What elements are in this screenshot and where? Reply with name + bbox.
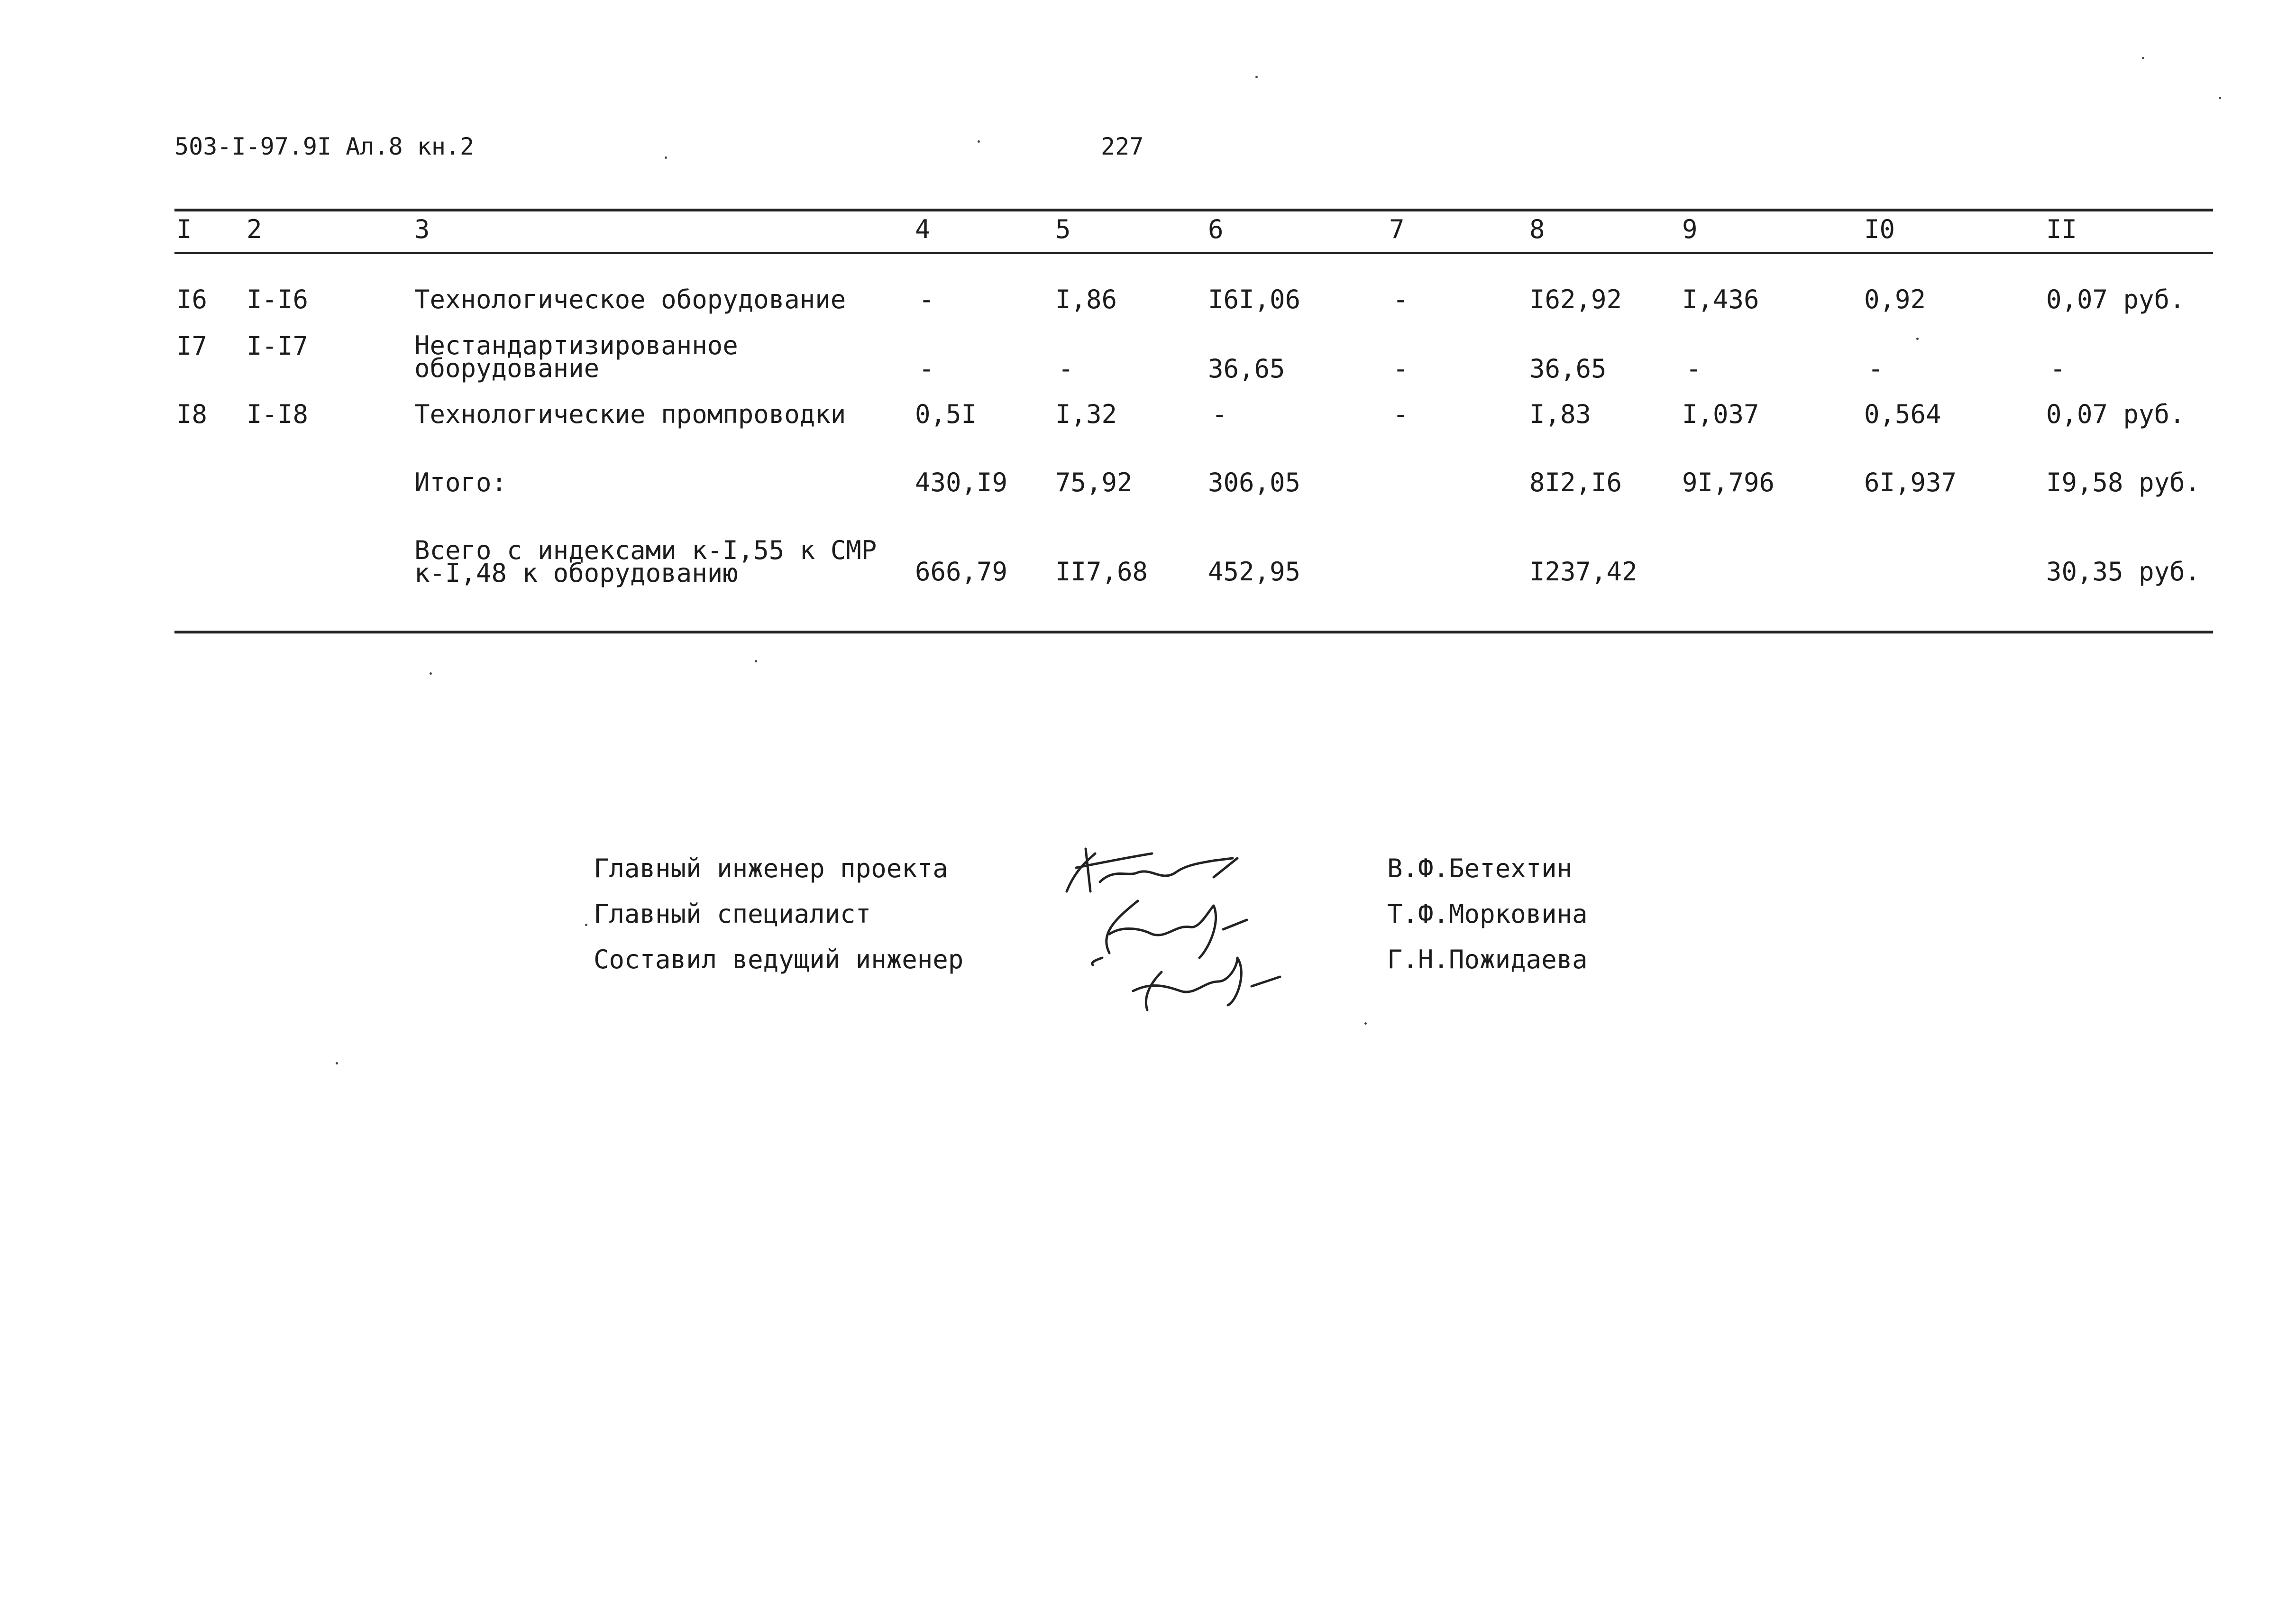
cell-col6: 452,95 [1208,557,1301,587]
scan-speck [755,660,757,662]
cell-col11: 0,07 руб. [2046,399,2185,429]
row-name: Итого: [414,468,507,497]
cell-col11: I9,58 руб. [2046,468,2201,497]
cell-col8: I62,92 [1529,284,1622,314]
column-number: 5 [1055,214,1071,244]
cell-col11: - [2050,354,2066,384]
cell-col8: 36,65 [1529,354,1607,384]
cell-col4: 0,5I [915,399,977,429]
column-number: 3 [414,214,430,244]
signer-role: Составил ведущий инженер [594,945,964,974]
row-name-line1: Нестандартизированное [414,330,738,360]
signer-name: Г.Н.Пожидаева [1387,945,1588,974]
signature-tick [1092,958,1102,965]
cell-col9: 9I,796 [1682,468,1775,497]
page-number: 227 [1101,133,1144,160]
cell-col8: I237,42 [1529,557,1637,587]
scan-speck [2142,57,2144,59]
scan-speck [2219,97,2221,99]
signature-3 [1133,958,1280,1010]
cell-col7: - [1393,354,1409,384]
cell-col8: I,83 [1529,399,1592,429]
cell-col5: I,32 [1055,399,1117,429]
cell-col9: - [1686,354,1701,384]
cell-col6: 306,05 [1208,468,1301,497]
row-name: Технологические промпроводки [414,399,846,429]
table-bottom-rule [174,631,2213,633]
table-header-rule [174,252,2213,254]
signer-role: Главный инженер проекта [594,853,948,883]
cell-col9: I,037 [1682,399,1759,429]
cell-col4: 430,I9 [915,468,1008,497]
row-code: I-I7 [247,331,309,361]
cell-col5: - [1058,354,1074,384]
row-number: I6 [176,284,208,314]
row-number: I7 [176,331,208,361]
handwritten-signatures [1057,839,1351,1029]
scan-speck [978,140,980,143]
scan-speck [1916,338,1919,340]
row-code: I-I6 [247,284,309,314]
column-number: 7 [1389,214,1405,244]
scan-speck [1364,1022,1367,1025]
column-number: I [176,214,192,244]
column-number: 9 [1682,214,1698,244]
column-number: 4 [915,214,931,244]
signature-2 [1107,901,1247,958]
signer-name: Т.Ф.Морковина [1387,899,1588,929]
cell-col10: - [1868,354,1884,384]
scan-speck [1255,76,1258,78]
column-number: 8 [1529,214,1545,244]
cell-col10: 0,92 [1864,284,1926,314]
scan-speck [430,672,432,675]
row-name-line1: Всего с индексами к-I,55 к СМР [414,535,877,565]
cell-col10: 6I,937 [1864,468,1957,497]
signer-role: Главный специалист [594,899,871,929]
cell-col4: - [919,354,934,384]
cell-col5: II7,68 [1055,557,1148,587]
cell-col11: 0,07 руб. [2046,284,2185,314]
column-number: II [2046,214,2077,244]
row-code: I-I8 [247,399,309,429]
cell-col11: 30,35 руб. [2046,557,2201,587]
cell-col10: 0,564 [1864,399,1941,429]
column-number: I0 [1864,214,1895,244]
cell-col4: - [919,284,934,314]
scan-speck [585,924,587,926]
column-number: 6 [1208,214,1224,244]
row-name-line2: к-I,48 к оборудованию [414,558,738,588]
signer-name: В.Ф.Бетехтин [1387,853,1573,883]
column-number: 2 [247,214,262,244]
table-top-rule [174,209,2213,211]
cell-col7: - [1393,399,1409,429]
row-name-line2: оборудование [414,353,600,383]
cell-col5: I,86 [1055,284,1117,314]
cell-col9: I,436 [1682,284,1759,314]
cell-col6: - [1212,399,1227,429]
cell-col7: - [1393,284,1409,314]
cell-col8: 8I2,I6 [1529,468,1622,497]
signature-1 [1067,849,1237,891]
cell-col6: 36,65 [1208,354,1285,384]
cell-col5: 75,92 [1055,468,1133,497]
scan-speck [336,1062,338,1064]
cell-col4: 666,79 [915,557,1008,587]
cell-col6: I6I,06 [1208,284,1301,314]
row-name: Технологическое оборудование [414,284,846,314]
row-number: I8 [176,399,208,429]
scan-speck [665,156,667,159]
document-code: 503-I-97.9I Ал.8 кн.2 [174,133,475,160]
